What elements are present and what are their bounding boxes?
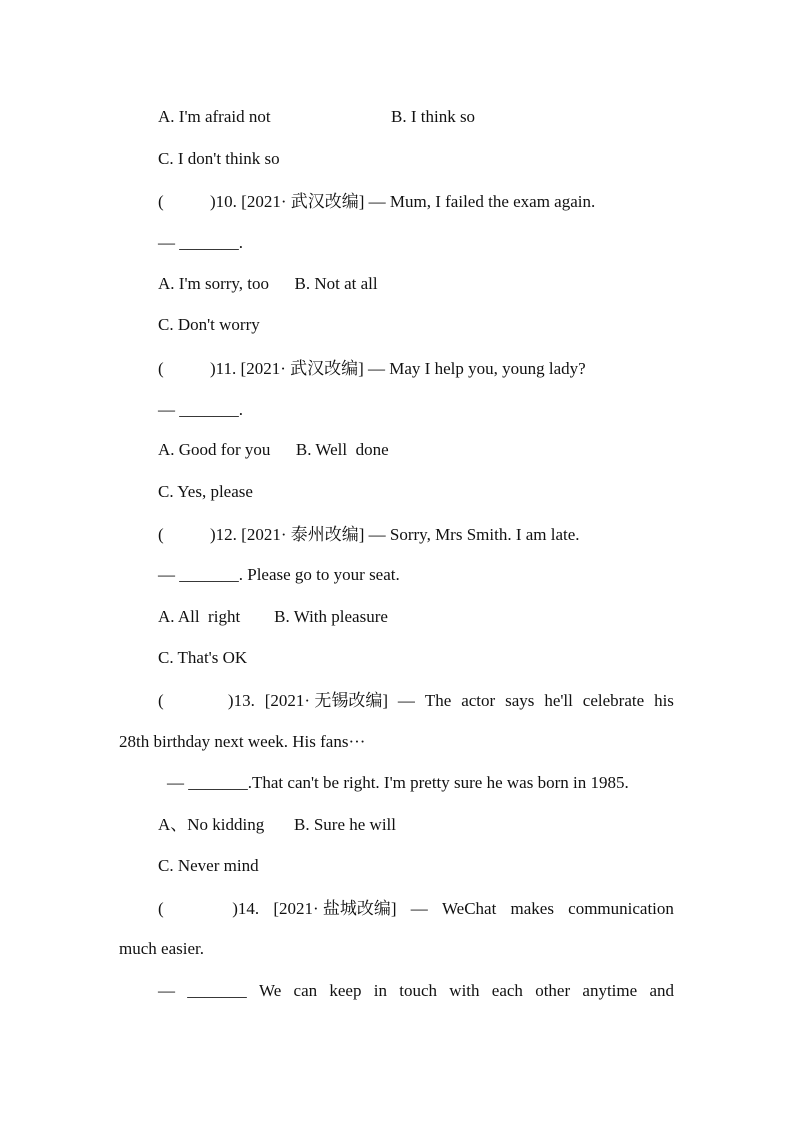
q10-answer-paren[interactable]: ( [158, 192, 164, 211]
q13-options-ab: A、No kidding B. Sure he will [158, 815, 396, 834]
q9-option-b: B. I think so [391, 107, 476, 126]
q14-response-word: in [373, 981, 387, 1000]
q14-response-blank[interactable]: _______ [187, 981, 247, 1000]
q13-stem-word: actor [461, 691, 496, 710]
q14-answer-paren[interactable]: ( [158, 899, 164, 918]
q14-response-word: We [259, 981, 282, 1000]
q12-stem: )12. [2021· 泰州改编] — Sorry, Mrs Smith. I am late. [210, 525, 580, 544]
q14-response-word: and [649, 981, 674, 1000]
q11-answer-paren[interactable]: ( [158, 359, 164, 378]
q14-stem-word: communication [568, 899, 674, 918]
q14-stem-word: — [410, 899, 428, 918]
q14-stem-line [158, 897, 674, 921]
q10-options-ab: A. I'm sorry, too B. Not at all [158, 274, 378, 293]
q11-stem: )11. [2021· 武汉改编] — May I help you, young lady? [210, 359, 586, 378]
q14-response-word: each [491, 981, 523, 1000]
q14-stem-word: WeChat [441, 899, 497, 918]
q10-stem: )10. [2021· 武汉改编] — Mum, I failed the exam again. [210, 192, 596, 211]
q12-stem-line [158, 523, 580, 547]
q9-option-a: A. I'm afraid not [158, 107, 271, 126]
q13-stem-line [158, 689, 674, 713]
q10-response: — _______. [158, 233, 243, 252]
q13-stem-word: says [505, 691, 535, 710]
q14-response-word: can [293, 981, 318, 1000]
q13-stem-word: celebrate [582, 691, 645, 710]
q13-answer-paren[interactable]: ( [158, 691, 164, 710]
q12-response: — _______. Please go to your seat. [158, 565, 400, 584]
q11-stem-line [158, 357, 586, 381]
q11-response: — _______. [158, 400, 243, 419]
q13-stem-word: he'll [544, 691, 573, 710]
q14-response-word: anytime [582, 981, 638, 1000]
q14-response-word: keep [329, 981, 362, 1000]
q13-stem-word: )13. [227, 691, 255, 710]
q12-option-c: C. That's OK [158, 648, 248, 667]
q14-stem-word: makes [510, 899, 554, 918]
q10-option-c: C. Don't worry [158, 315, 260, 334]
q11-option-c: C. Yes, please [158, 482, 253, 501]
q13-stem-word: — [397, 691, 415, 710]
q9-option-c: C. I don't think so [158, 149, 280, 168]
q12-options-ab: A. All right B. With pleasure [158, 607, 388, 626]
q14-response-word: touch [399, 981, 438, 1000]
q14-response-word: — [158, 981, 175, 1000]
q10-stem-line [158, 190, 595, 214]
q13-response: — _______.That can't be right. I'm pretty sure he was born in 1985. [167, 773, 629, 792]
q13-option-c: C. Never mind [158, 856, 259, 875]
q13-stem-word: his [654, 691, 674, 710]
q13-stem-continuation: 28th birthday next week. His fans··· [119, 732, 366, 751]
q11-options-ab: A. Good for you B. Well done [158, 440, 389, 459]
q12-answer-paren[interactable]: ( [158, 525, 164, 544]
q14-response-word: with [449, 981, 480, 1000]
q14-stem-continuation: much easier. [119, 939, 204, 958]
q14-response-line [158, 979, 674, 1003]
q14-stem-word: )14. [232, 899, 260, 918]
q13-stem-word: [2021· 无锡改编] [264, 691, 388, 710]
q14-response-word: other [535, 981, 571, 1000]
q14-stem-word: [2021· 盐城改编] [273, 899, 397, 918]
q13-stem-word: The [424, 691, 452, 710]
